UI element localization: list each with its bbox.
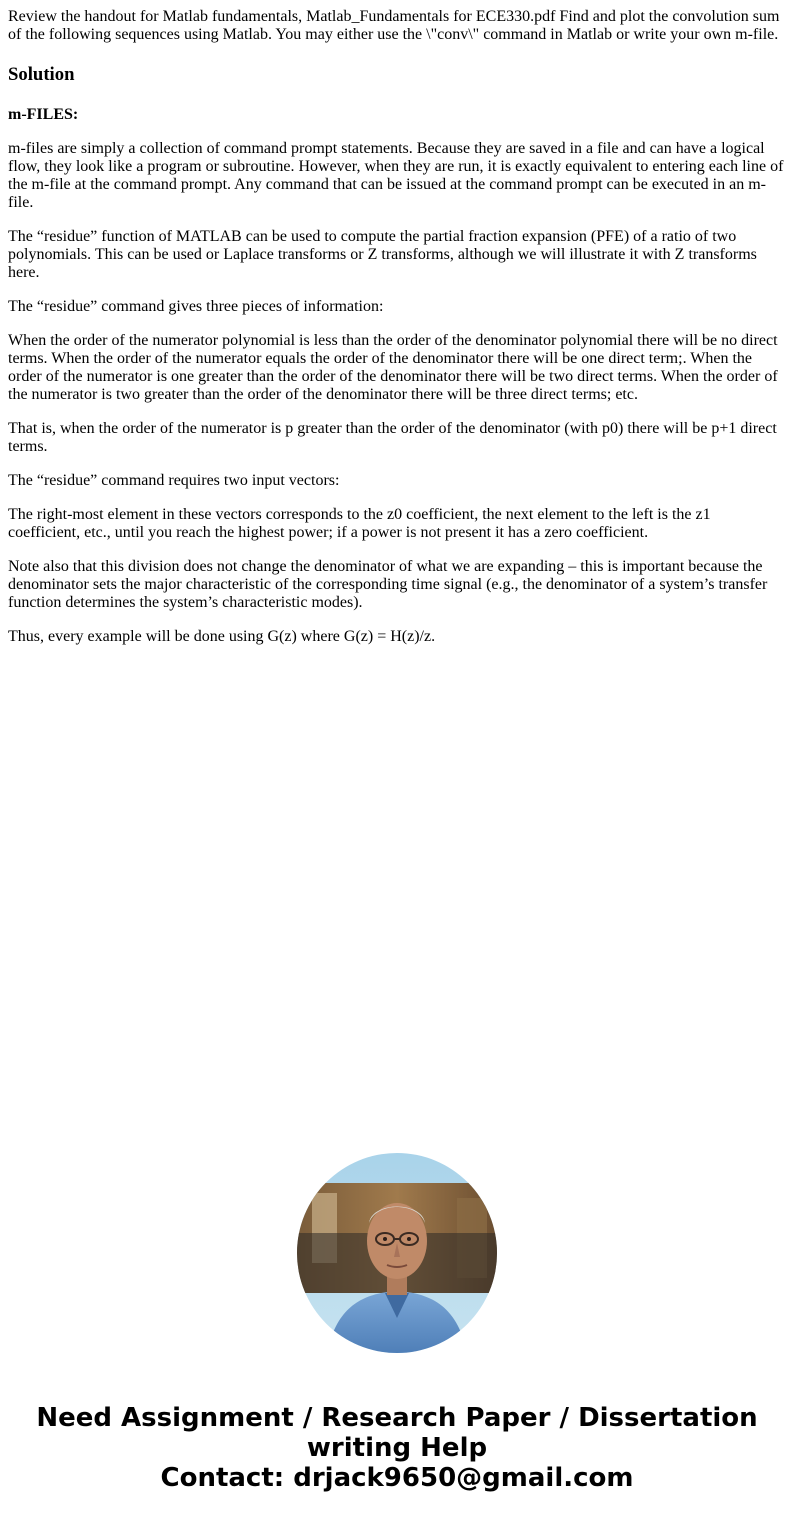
paragraph-residue-info: The “residue” command gives three pieces of information: bbox=[8, 298, 384, 315]
paragraph-direct-terms: When the order of the numerator polynomial is less than the order of the denominator polynomial there will be no direct terms. When the order of the numerator equals the order of the denominator there will be one direct term;. When the order of the numerator is one greater than the order of the denominator there will be two direct terms. When the order of the numerator is two greater than the order of the denominator there will be three direct terms; etc. bbox=[8, 332, 778, 403]
paragraph-gz-example: Thus, every example will be done using G(z) where G(z) = H(z)/z. bbox=[8, 628, 436, 645]
author-portrait-image bbox=[297, 1153, 497, 1353]
paragraph-residue-function: The “residue” function of MATLAB can be used to compute the partial fraction expansion (PFE) of a ratio of two polynomials. This can be used or Laplace transforms or Z transforms, although we will illustrate it with Z transforms here. bbox=[8, 228, 757, 281]
solution-heading: Solution bbox=[8, 64, 75, 85]
paragraph-input-vectors: The “residue” command requires two input vectors: bbox=[8, 472, 340, 489]
contact-footer bbox=[0, 1403, 794, 1493]
question-text: Review the handout for Matlab fundamentals, Matlab_Fundamentals for ECE330.pdf Find and plot the convolution sum of the following sequences using Matlab. You may either use the \"conv\" command in Matlab or write your own m-file. bbox=[8, 8, 780, 43]
paragraph-coefficients: The right-most element in these vectors corresponds to the z0 coefficient, the next element to the left is the z1 coefficient, etc., until you reach the highest power; if a power is not present it has a zero coefficient. bbox=[8, 506, 711, 541]
footer-contact-email: Contact: drjack9650@gmail.com bbox=[160, 1463, 634, 1493]
footer-line-2: writing Help bbox=[306, 1433, 488, 1463]
m-files-heading: m-FILES: bbox=[8, 106, 79, 123]
paragraph-denominator-note: Note also that this division does not change the denominator of what we are expanding – this is important because the denominator sets the major characteristic of the corresponding time signal (e.g., the denominator of a system’s transfer function determines the system’s characteristic modes). bbox=[8, 558, 768, 611]
footer-line-1: Need Assignment / Research Paper / Dissertation bbox=[36, 1403, 758, 1433]
document-body bbox=[8, 8, 786, 646]
paragraph-mfiles-intro: m-files are simply a collection of command prompt statements. Because they are saved in a file and can have a logical flow, they look like a program or subroutine. However, when they are run, it is exactly equivalent to entering each line of the m-file at the command prompt. Any command that can be issued at the command prompt can be executed in an m-file. bbox=[8, 140, 784, 211]
author-avatar bbox=[297, 1153, 497, 1353]
paragraph-p-greater: That is, when the order of the numerator is p greater than the order of the denominator (with p0) there will be p+1 direct terms. bbox=[8, 420, 777, 455]
